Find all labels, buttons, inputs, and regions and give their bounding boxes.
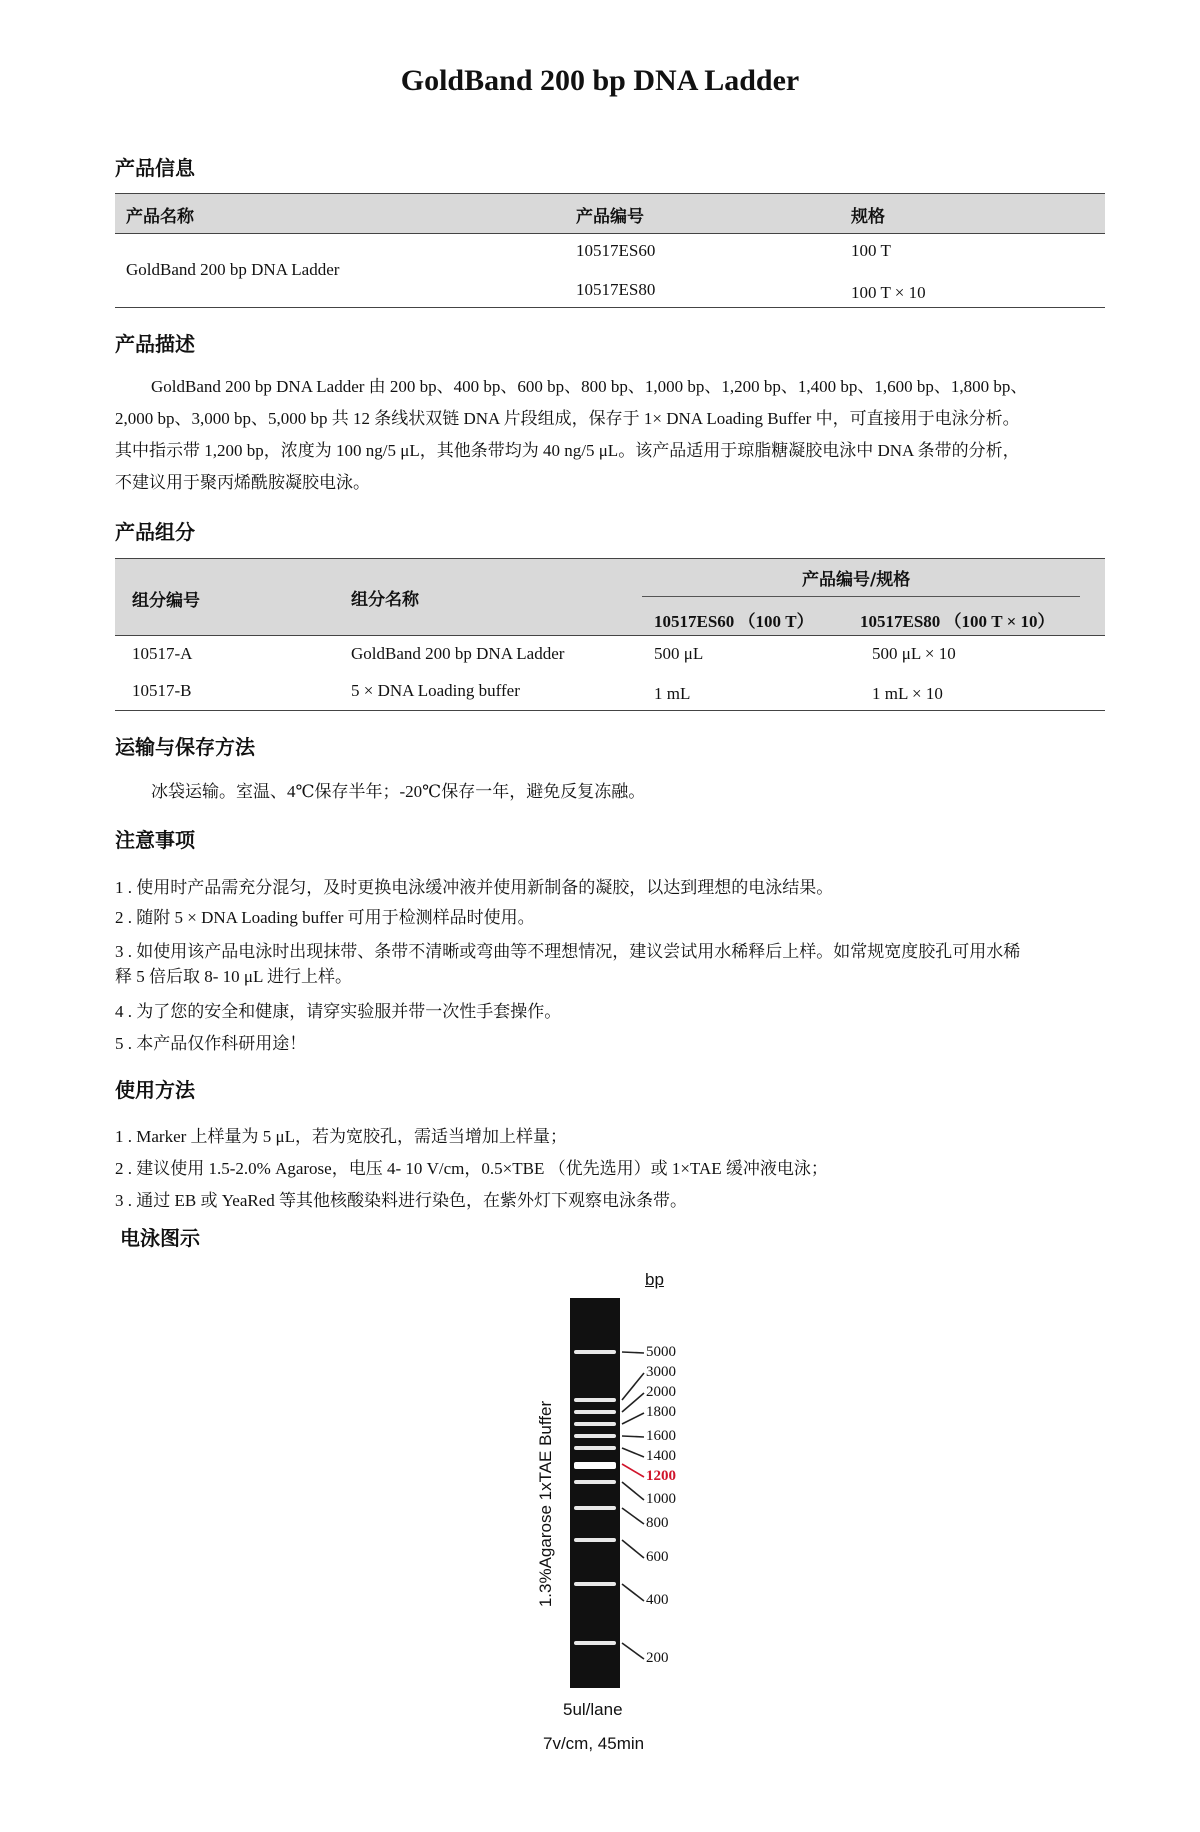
description-line: GoldBand 200 bp DNA Ladder 由 200 bp、400 bp、600 bp、800 bp、1,000 bp、1,200 bp、1,400 bp、1,600 bp、1,800 bp、 [151,377,1028,396]
info-spec-2: 100 T × 10 [851,283,926,302]
gel-band-label-400: 400 [646,1592,669,1608]
gel-band-1000 [574,1480,616,1484]
comp-table-header-rule [115,635,1105,636]
info-table-header-rule [115,233,1105,234]
note-item: 3 . 如使用该产品电泳时出现抹带、条带不清晰或弯曲等不理想情况，建议尝试用水稀释后上样。如常规宽度胶孔可用水稀 [115,942,1021,961]
comp-row-a-id: 10517-A [132,644,193,663]
section-heading-storage: 运输与保存方法 [115,735,255,759]
section-heading-product-info: 产品信息 [115,156,195,180]
gel-side-label: 1.3%Agarose 1xTAE Buffer [536,1400,555,1608]
gel-band-label-3000: 3000 [646,1364,676,1380]
comp-header-es60: 10517ES60 （100 T） [654,612,814,631]
gel-band-800 [574,1506,616,1510]
description-line: 2,000 bp、3,000 bp、5,000 bp 共 12 条线状双链 DNA 片段组成，保存于 1× DNA Loading Buffer 中，可直接用于电泳分析。 [115,409,1020,428]
comp-row-a-es80: 500 μL × 10 [872,644,956,663]
comp-row-b-es80: 1 mL × 10 [872,684,943,703]
usage-item: 1 . Marker 上样量为 5 μL，若为宽胶孔，需适当增加上样量； [115,1127,568,1146]
comp-row-b-es60: 1 mL [654,684,691,703]
gel-band-5000 [574,1350,616,1354]
usage-item: 2 . 建议使用 1.5-2.0% Agarose，电压 4- 10 V/cm，0.5×TBE （优先选用）或 1×TAE 缓冲液电泳； [115,1159,828,1178]
gel-band-1800 [574,1422,616,1426]
note-item: 释 5 倍后取 8- 10 μL 进行上样。 [115,967,353,986]
gel-band-2000 [574,1410,616,1414]
gel-band-3000 [574,1398,616,1402]
note-item: 4 . 为了您的安全和健康，请穿实验服并带一次性手套操作。 [115,1002,562,1021]
gel-band-label-1000: 1000 [646,1491,676,1507]
comp-table-top-rule [115,558,1105,559]
gel-band-label-1600: 1600 [646,1428,676,1444]
info-table-top-rule [115,193,1105,194]
note-item: 2 . 随附 5 × DNA Loading buffer 可用于检测样品时使用。 [115,908,535,927]
description-line: 不建议用于聚丙烯酰胺凝胶电泳。 [115,473,370,492]
gel-band-label-2000: 2000 [646,1384,676,1400]
comp-header-id: 组分编号 [132,591,200,611]
description-paragraph [115,371,1105,499]
info-header-code: 产品编号 [576,207,644,227]
section-heading-notes: 注意事项 [115,828,195,852]
comp-header-group: 产品编号/规格 [802,570,911,590]
info-code-1: 10517ES60 [576,241,656,260]
note-item: 1 . 使用时产品需充分混匀，及时更换电泳缓冲液并使用新制备的凝胶，以达到理想的电泳结果。 [115,878,834,897]
info-header-name: 产品名称 [126,207,194,227]
info-header-spec: 规格 [851,207,885,227]
gel-band-200 [574,1641,616,1645]
section-heading-usage: 使用方法 [115,1078,195,1102]
note-item: 5 . 本产品仅作科研用途！ [115,1034,307,1053]
gel-lane [570,1298,620,1688]
gel-caption-run: 7v/cm, 45min [543,1734,645,1753]
gel-band-1600 [574,1434,616,1438]
gel-band-label-1400: 1400 [646,1448,676,1464]
gel-band-label-5000: 5000 [646,1344,676,1360]
info-spec-1: 100 T [851,241,891,260]
info-table-bottom-rule [115,307,1105,308]
gel-band-label-800: 800 [646,1515,669,1531]
gel-band-label-200: 200 [646,1650,669,1666]
gel-unit-label: bp [645,1270,664,1289]
gel-connector-200 [620,1290,650,1690]
comp-header-es80: 10517ES80 （100 T × 10） [860,612,1055,631]
section-heading-components: 产品组分 [115,520,195,544]
description-line: 其中指示带 1,200 bp，浓度为 100 ng/5 μL，其他条带均为 40 ng/5 μL。该产品适用于琼脂糖凝胶电泳中 DNA 条带的分析， [115,441,1020,460]
info-product-name: GoldBand 200 bp DNA Ladder [126,260,340,279]
gel-caption-load: 5ul/lane [563,1700,623,1719]
comp-table-bottom-rule [115,710,1105,711]
gel-band-1200 [574,1462,616,1469]
gel-band-1400 [574,1446,616,1450]
comp-row-b-name: 5 × DNA Loading buffer [351,681,520,700]
comp-row-a-es60: 500 μL [654,644,704,663]
comp-row-b-id: 10517-B [132,681,192,700]
comp-header-name: 组分名称 [351,590,419,610]
section-heading-gel: 电泳图示 [120,1226,200,1250]
gel-band-label-600: 600 [646,1549,669,1565]
info-code-2: 10517ES80 [576,280,656,299]
gel-band-600 [574,1538,616,1542]
gel-band-400 [574,1582,616,1586]
gel-band-label-1800: 1800 [646,1404,676,1420]
comp-table-group-rule [642,596,1080,597]
gel-band-label-1200: 1200 [646,1468,676,1484]
page-title: GoldBand 200 bp DNA Ladder [400,64,800,97]
storage-text: 冰袋运输。室温、4℃保存半年；-20℃保存一年，避免反复冻融。 [151,782,646,801]
comp-row-a-name: GoldBand 200 bp DNA Ladder [351,644,565,663]
usage-item: 3 . 通过 EB 或 YeaRed 等其他核酸染料进行染色，在紫外灯下观察电泳条带。 [115,1191,688,1210]
section-heading-description: 产品描述 [115,332,195,356]
